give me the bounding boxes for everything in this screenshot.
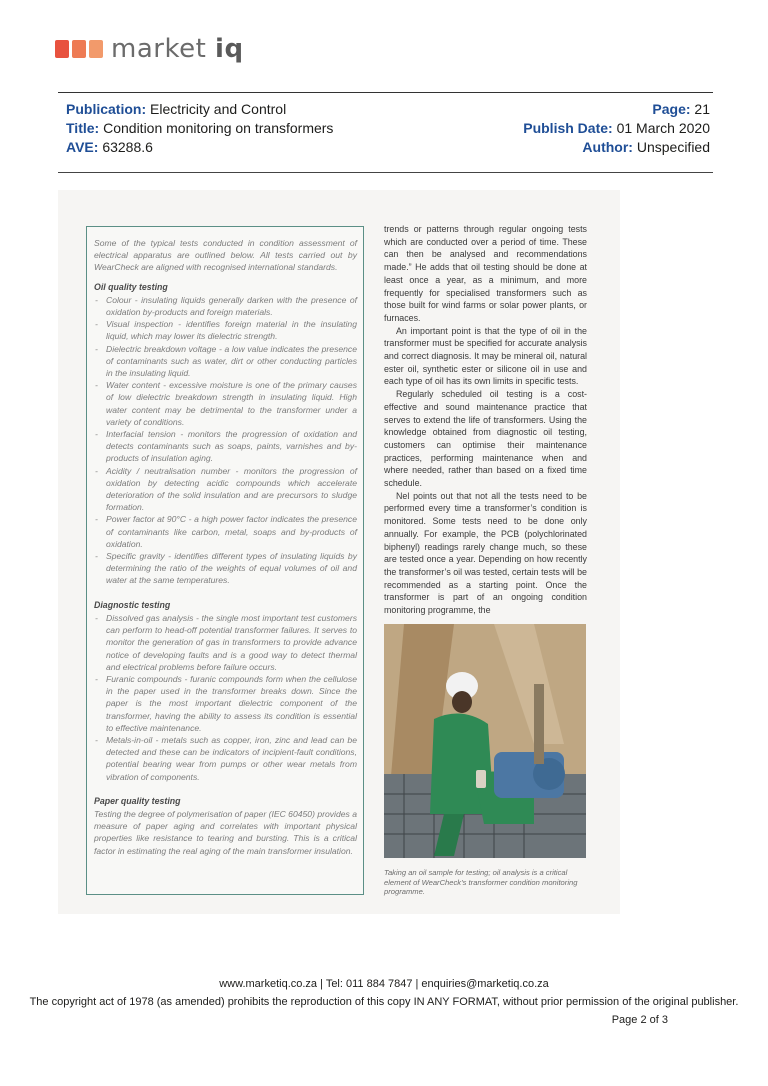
title-row: Title: Condition monitoring on transformers [66,120,334,136]
list-item: - Visual inspection - identifies foreign material in the insulating liquid, which may lower its dielectric strength. [94,318,357,342]
header-top-rule [58,92,713,93]
photo-caption: Taking an oil sample for testing; oil analysis is a critical element of WearCheck’s transformer condition monitoring programme. [384,868,578,897]
market-iq-logo [55,34,244,64]
page-row: Page: 21 [652,101,710,117]
meta-right [523,100,710,157]
list-item: - Colour - insulating liquids generally darken with the presence of oxidation by-products and foreign materials. [94,294,357,318]
publish-date-row: Publish Date: 01 March 2020 [523,120,710,136]
body-paragraph: Regularly scheduled oil testing is a cost-effective and sound maintenance practice that serves to extend the life of transformers. Using the knowledge obtained from diagnostic oil testing, customers can optimise their maintenance practices, performing maintenance when and where needed, rather than based on a fixed time schedule. [384,389,587,489]
list-item: - Dissolved gas analysis - the single most important test customers can perform to head-off potential transformer failures. It serves to monitor the generation of gas in transformers to provide advance notice of developing faults and is a good way to detect thermal and electrical problems before failure occurs. [94,612,357,673]
oil-quality-list [94,294,357,587]
list-item: - Dielectric breakdown voltage - a low value indicates the presence of contaminants such as water, dirt or other conducting particles in the insulating liquid. [94,343,357,380]
footer-contact: www.marketiq.co.za | Tel: 011 884 7847 | enquiries@marketiq.co.za [219,978,549,990]
author-row: Author: Unspecified [582,139,710,155]
logo-mark-icon [55,40,103,58]
logo-wordmark: market iq [111,34,244,64]
ave-row: AVE: 63288.6 [66,139,153,155]
list-item: - Power factor at 90°C - a high power factor indicates the presence of contaminants like carbon, metal, soaps and by-products of oxidation. [94,513,357,550]
header-bottom-rule [58,172,713,173]
section-heading: Paper quality testing [94,795,181,806]
footer-copyright: The copyright act of 1978 (as amended) prohibits the reproduction of this copy IN ANY FORMAT, without prior permission of the original publisher. [29,996,739,1008]
section-heading: Diagnostic testing [94,599,171,610]
publication-row: Publication: Electricity and Control [66,101,287,117]
sidebar-box [86,226,364,895]
list-item: - Metals-in-oil - metals such as copper, iron, zinc and lead can be detected and these can be indicators of incipient-fault conditions, potential bearing wear from pumps or other wear metals from vibration of components. [94,734,357,783]
list-item: - Furanic compounds - furanic compounds form when the cellulose in the paper used in the transformer breaks down. Since the paper is the most important dielectric component of the transformer, having the ability to assess its condition is essential to effective maintenance. [94,673,357,734]
body-paragraph: An important point is that the type of oil in the transformer must be specified for accurate analysis and correct diagnosis. It may be mineral oil, natural ester oil, synthetic ester or silicone oil in use and each type of oil has its own limits in specific tests. [384,325,587,387]
sidebar-intro: Some of the typical tests conducted in condition assessment of electrical apparatus are outlined below. All tests carried out by WearCheck are aligned with recognised international standards. [94,238,357,273]
list-item: - Water content - excessive moisture is one of the primary causes of low dielectric breakdown strength in insulating liquid. High water content may be detrimental to the transformer under a variety of conditions. [94,379,357,428]
list-item: - Acidity / neutralisation number - monitors the progression of oxidation by detecting acidic compounds which accelerate deterioration of the solid insulation and are precursors to sludge formation. [94,465,357,514]
meta-left [66,100,333,157]
footer-page-count: Page 2 of 3 [611,1014,668,1026]
diagnostic-list [94,612,357,783]
section-heading: Oil quality testing [94,281,168,292]
body-column [384,223,587,617]
oil-sampling-photo [384,624,586,858]
body-paragraph: trends or patterns through regular ongoing tests which are conducted over a period of time. These can then be analysed and recommendations made.” He adds that oil testing should be done at least once a year, as a minimum, and more frequently for specialised transformers such as those built for wind farms or solar power plants, or furnaces. [384,224,587,323]
body-paragraph: Nel points out that not all the tests need to be performed every time a transformer’s condition is monitored. Some tests need to be done only annually. For example, the PCB (polychlorinated biphenyl) readings rarely change much, so these are tested once a year. Depending on how recently the transformer’s oil was tested, certain tests will be recommended as a starting point. Once the transformer is part of an ongoing condition monitoring programme, the [384,490,587,616]
list-item: - Interfacial tension - monitors the progression of oxidation and detects contaminants such as soaps, paints, varnishes and by-products of insulation aging. [94,428,357,465]
paper-quality-text: Testing the degree of polymerisation of paper (IEC 60450) provides a measure of paper aging and correlates with important physical properties like resistance to tearing and bursting. This is a critical factor in estimating the real aging of the main transformer insulation. [94,808,357,856]
list-item: - Specific gravity - identifies different types of insulating liquids by determining the ratio of the weights of equal volumes of oil and water at the same temperatures. [94,550,357,587]
